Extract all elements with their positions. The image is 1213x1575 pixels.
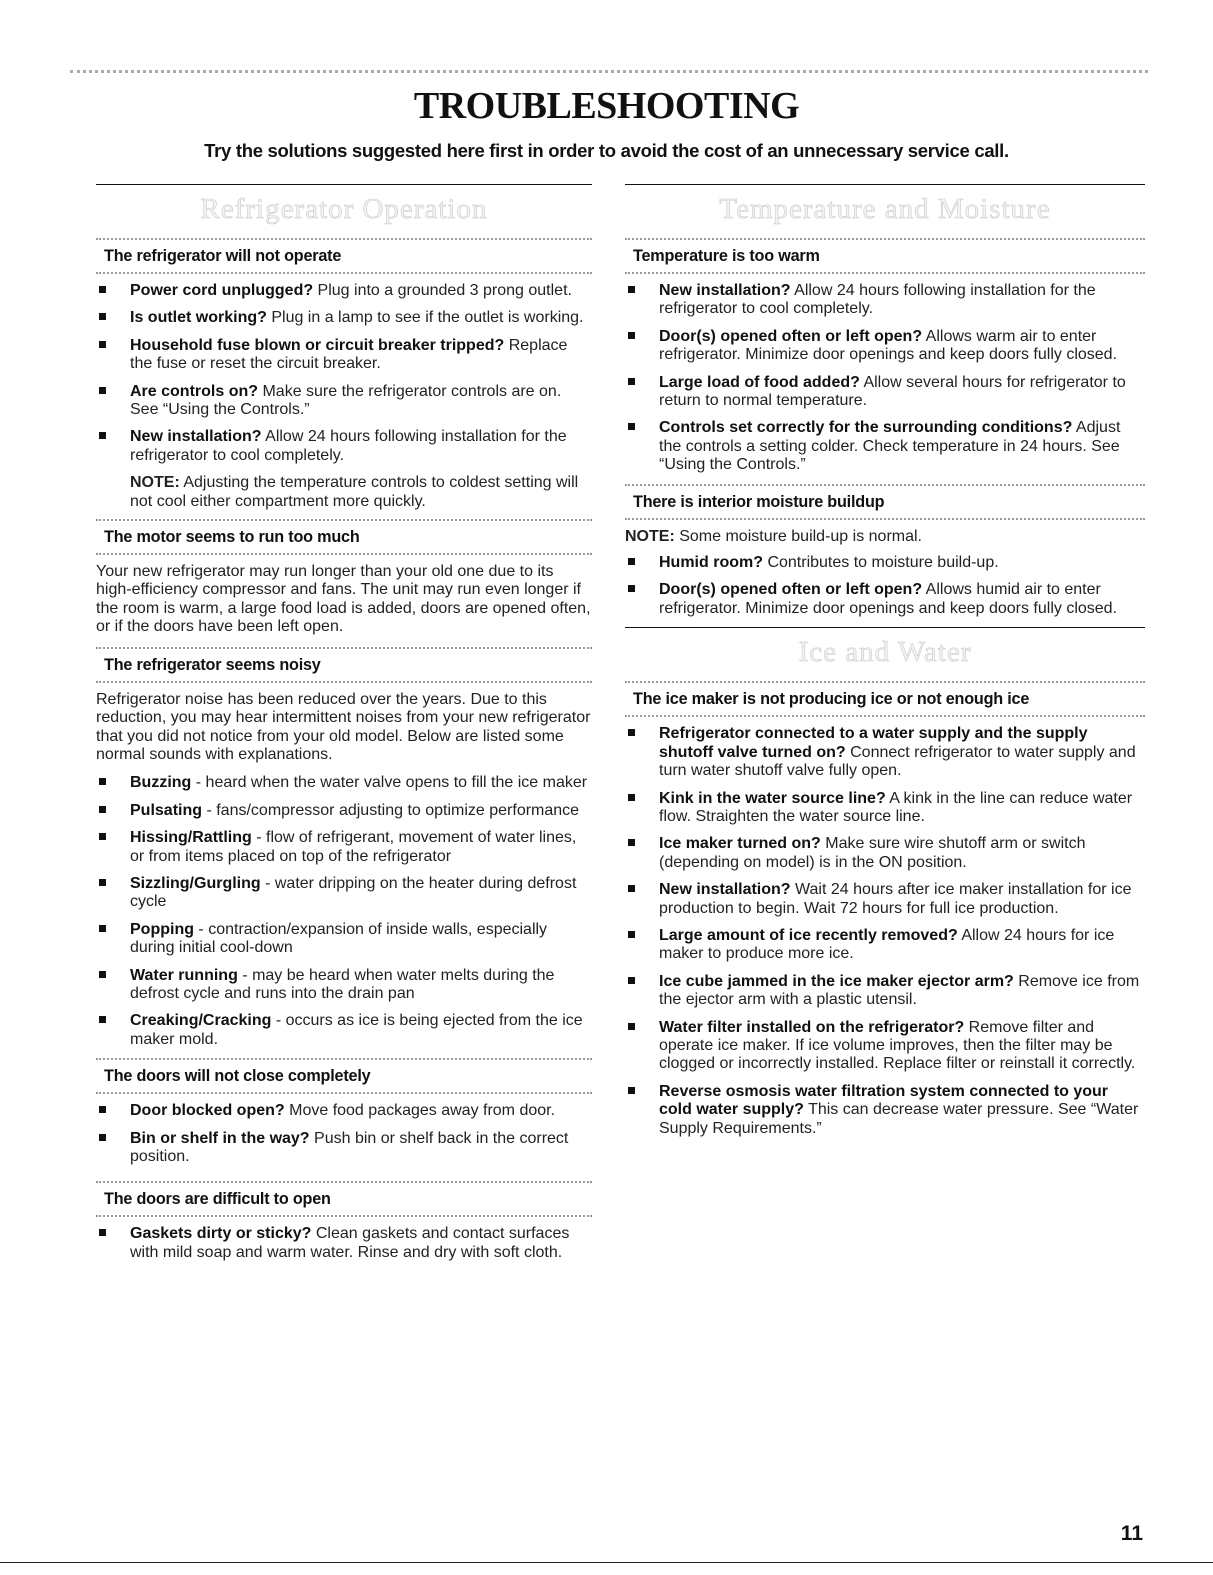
item-heading: Door(s) opened often or left open? xyxy=(659,327,923,345)
bullet-icon xyxy=(628,931,635,938)
dotted-divider xyxy=(96,681,592,683)
list-item xyxy=(625,790,1145,827)
issue-list xyxy=(96,1225,592,1262)
bullet-icon xyxy=(628,794,635,801)
subsection-title: The doors will not close completely xyxy=(104,1067,371,1086)
item-text: Allows warm air to enter refrigerator. Minimize door openings and keep doors fully closed. xyxy=(659,327,1118,364)
item-heading: Bin or shelf in the way? xyxy=(130,1129,310,1147)
item-heading: Buzzing xyxy=(130,774,192,792)
item-text: Contributes to moisture build-up. xyxy=(763,554,999,572)
item-text: - occurs as ice is being ejected from the ice maker mold. xyxy=(130,1012,583,1048)
list-item xyxy=(96,383,592,420)
item-heading: Ice maker turned on? xyxy=(659,835,821,853)
issue-list xyxy=(625,725,1145,1138)
item-text: Connect refrigerator to water supply and turn water shutoff valve fully open. xyxy=(659,743,1136,780)
list-item xyxy=(625,419,1145,474)
bullet-icon xyxy=(99,833,106,840)
paragraph: Your new refrigerator may run longer than your old one due to its high-efficiency compressor and fans. The unit may run even longer if the room is warm, a large food load is added, doors are opened often, or if the doors have been left open. xyxy=(96,563,591,636)
dotted-divider xyxy=(96,272,592,274)
issue-list xyxy=(96,774,592,1049)
bullet-icon xyxy=(628,585,635,592)
subsection-title: There is interior moisture buildup xyxy=(633,492,885,511)
left-column xyxy=(96,184,592,1271)
item-heading: Gaskets dirty or sticky? xyxy=(130,1225,312,1243)
item-text: Plug in a lamp to see if the outlet is working. xyxy=(266,309,584,327)
item-text: Wait 24 hours after ice maker installation for ice production to begin. Wait 72 hours for full ice production. xyxy=(659,881,1132,917)
bullet-icon xyxy=(628,729,635,736)
note-label: NOTE: xyxy=(625,527,675,545)
item-text: Replace the fuse or reset the circuit breaker. xyxy=(130,336,568,373)
list-item xyxy=(96,875,592,912)
bullet-icon xyxy=(99,971,106,978)
item-heading: Refrigerator connected to a water supply and the supply shutoff valve turned on? xyxy=(659,725,1088,761)
item-text: Allows humid air to enter refrigerator. Minimize door openings and keep doors fully closed. xyxy=(659,581,1118,617)
subsection-title: The refrigerator seems noisy xyxy=(104,655,321,674)
item-text: Push bin or shelf back in the correct position. xyxy=(130,1129,569,1165)
list-item xyxy=(96,829,592,866)
list-item xyxy=(625,927,1145,964)
list-item xyxy=(625,374,1145,411)
list-item xyxy=(625,581,1145,618)
list-item xyxy=(96,1225,592,1262)
item-heading: New installation? xyxy=(659,282,791,299)
issue-list xyxy=(96,1102,592,1166)
list-item xyxy=(96,921,592,958)
list-item xyxy=(96,1102,592,1120)
list-item xyxy=(625,725,1145,780)
bullet-icon xyxy=(99,925,106,932)
item-text: - contraction/expansion of inside walls, especially during initial cool-down xyxy=(130,920,548,957)
item-heading: Sizzling/Gurgling xyxy=(130,874,261,892)
issue-list xyxy=(625,282,1145,475)
subsection-title: The doors are difficult to open xyxy=(104,1190,331,1209)
item-heading: New installation? xyxy=(659,881,791,899)
section-title-temperature-moisture: Temperature and Moisture xyxy=(719,193,1051,225)
section-title-ice-water: Ice and Water xyxy=(798,636,972,669)
dotted-divider xyxy=(96,553,592,555)
list-item xyxy=(96,1012,592,1049)
list-item xyxy=(96,802,592,820)
item-heading: Reverse osmosis water filtration system connected to your cold water supply? xyxy=(659,1082,1109,1119)
issue-list xyxy=(625,554,1145,618)
page-subtitle: Try the solutions suggested here first in order to avoid the cost of an unnecessary service call. xyxy=(204,140,1009,161)
bullet-icon xyxy=(99,1106,106,1113)
list-item xyxy=(625,1019,1145,1074)
dotted-divider xyxy=(625,272,1145,274)
item-text: - may be heard when water melts during the defrost cycle and runs into the drain pan xyxy=(130,966,555,1002)
item-text: - fans/compressor adjusting to optimize performance xyxy=(202,801,580,819)
item-text: Make sure the refrigerator controls are on. See “Using the Controls.” xyxy=(130,382,562,419)
item-text: Allow 24 hours following installation for the refrigerator to cool completely. xyxy=(130,428,567,464)
page-title: TROUBLESHOOTING xyxy=(413,85,800,127)
list-item xyxy=(96,967,592,1004)
item-text: - heard when the water valve opens to fill the ice maker xyxy=(191,774,588,792)
paragraph: Refrigerator noise has been reduced over the years. Due to this reduction, you may hear intermittent noises from your new refrigerator that you did not notice from your old model. Below are listed some normal sounds with explanations. xyxy=(96,690,591,763)
dotted-divider xyxy=(96,1215,592,1217)
list-item xyxy=(625,328,1145,365)
item-heading: Pulsating xyxy=(130,801,203,819)
list-item xyxy=(96,337,592,374)
item-heading: Door(s) opened often or left open? xyxy=(659,581,923,599)
bullet-icon xyxy=(99,1229,106,1236)
bullet-icon xyxy=(628,423,635,430)
dotted-divider xyxy=(625,715,1145,717)
note xyxy=(625,528,1145,546)
list-item xyxy=(625,282,1145,319)
item-heading: Water filter installed on the refrigerator? xyxy=(659,1018,965,1036)
note-text: Some moisture build-up is normal. xyxy=(674,527,922,545)
item-heading: Water running xyxy=(130,966,238,984)
item-heading: Large load of food added? xyxy=(659,373,860,391)
bullet-icon xyxy=(99,1134,106,1141)
item-text: Adjust the controls a setting colder. Check temperature in 24 hours. See “Using the Controls.” xyxy=(659,419,1121,474)
item-heading: Are controls on? xyxy=(130,382,259,400)
item-heading: Ice cube jammed in the ice maker ejector arm? xyxy=(659,972,1014,990)
top-dotted-rule xyxy=(70,70,1148,73)
item-text: Clean gaskets and contact surfaces with mild soap and warm water. Rinse and dry with soft cloth. xyxy=(130,1225,570,1261)
note xyxy=(96,474,592,511)
item-heading: Hissing/Rattling xyxy=(130,829,252,847)
item-heading: Household fuse blown or circuit breaker tripped? xyxy=(130,336,505,354)
item-heading: Door blocked open? xyxy=(130,1102,285,1120)
item-text: Allow several hours for refrigerator to return to normal temperature. xyxy=(659,373,1126,410)
item-heading: Kink in the water source line? xyxy=(659,789,886,807)
bullet-icon xyxy=(99,341,106,348)
item-text: This can decrease water pressure. See “Water Supply Requirements.” xyxy=(659,1101,1139,1137)
list-item xyxy=(625,554,1145,572)
issue-list xyxy=(96,282,592,465)
item-heading: Large amount of ice recently removed? xyxy=(659,926,958,944)
bullet-icon xyxy=(99,432,106,439)
subsection-title: The motor seems to run too much xyxy=(104,528,360,547)
item-heading: New installation? xyxy=(130,428,262,446)
list-item xyxy=(96,282,592,300)
bullet-icon xyxy=(99,313,106,320)
bullet-icon xyxy=(628,286,635,293)
item-text: A kink in the line can reduce water flow. Straighten the water source line. xyxy=(659,789,1133,825)
item-text: Remove ice from the ejector arm with a plastic utensil. xyxy=(659,972,1140,1009)
bullet-icon xyxy=(628,558,635,565)
item-text: Allow 24 hours following installation for the refrigerator to cool completely. xyxy=(659,282,1096,318)
dotted-divider xyxy=(625,518,1145,520)
item-text: - flow of refrigerant, movement of water lines, or from items placed on top of the refrigerator xyxy=(130,829,577,865)
bullet-icon xyxy=(628,885,635,892)
item-heading: Power cord unplugged? xyxy=(130,282,314,299)
list-item xyxy=(625,973,1145,1010)
bullet-icon xyxy=(628,1023,635,1030)
bullet-icon xyxy=(99,1016,106,1023)
item-heading: Humid room? xyxy=(659,554,763,572)
bullet-icon xyxy=(99,778,106,785)
item-text: - water dripping on the heater during defrost cycle xyxy=(130,874,577,911)
bullet-icon xyxy=(99,806,106,813)
list-item xyxy=(625,835,1145,872)
item-text: Plug into a grounded 3 prong outlet. xyxy=(313,282,572,299)
item-heading: Popping xyxy=(130,920,194,938)
item-text: Remove filter and operate ice maker. If ice volume improves, then the filter may be clogged or incorrectly installed. Replace filter or reinstall it correctly. xyxy=(659,1018,1136,1073)
right-column xyxy=(625,184,1145,1147)
dotted-divider xyxy=(96,1092,592,1094)
list-item xyxy=(96,1130,592,1167)
item-heading: Creaking/Cracking xyxy=(130,1012,272,1030)
note-text: Adjusting the temperature controls to coldest setting will not cool either compartment more quickly. xyxy=(130,474,579,510)
item-heading: Controls set correctly for the surrounding conditions? xyxy=(659,419,1073,437)
subsection-title: The ice maker is not producing ice or not enough ice xyxy=(633,690,1030,709)
bullet-icon xyxy=(628,977,635,984)
list-item xyxy=(625,1083,1145,1138)
item-text: Allow 24 hours for ice maker to produce more ice. xyxy=(659,926,1115,963)
list-item xyxy=(96,774,592,792)
bottom-rule xyxy=(0,1562,1213,1563)
bullet-icon xyxy=(628,378,635,385)
list-item xyxy=(96,428,592,465)
item-heading: Is outlet working? xyxy=(130,309,267,327)
note-label: NOTE: xyxy=(130,474,180,492)
subsection-title: Temperature is too warm xyxy=(633,247,820,265)
bullet-icon xyxy=(99,286,106,293)
section-title-refrigerator-operation: Refrigerator Operation xyxy=(200,193,488,225)
subsection-title: The refrigerator will not operate xyxy=(104,247,342,265)
bullet-icon xyxy=(628,332,635,339)
item-text: Move food packages away from door. xyxy=(284,1102,556,1120)
bullet-icon xyxy=(628,1087,635,1094)
list-item xyxy=(625,881,1145,918)
list-item xyxy=(96,309,592,327)
item-text: Make sure wire shutoff arm or switch (depending on model) is in the ON position. xyxy=(659,835,1086,871)
bullet-icon xyxy=(99,387,106,394)
page-number: 11 xyxy=(1120,1522,1143,1545)
bullet-icon xyxy=(628,839,635,846)
bullet-icon xyxy=(99,879,106,886)
